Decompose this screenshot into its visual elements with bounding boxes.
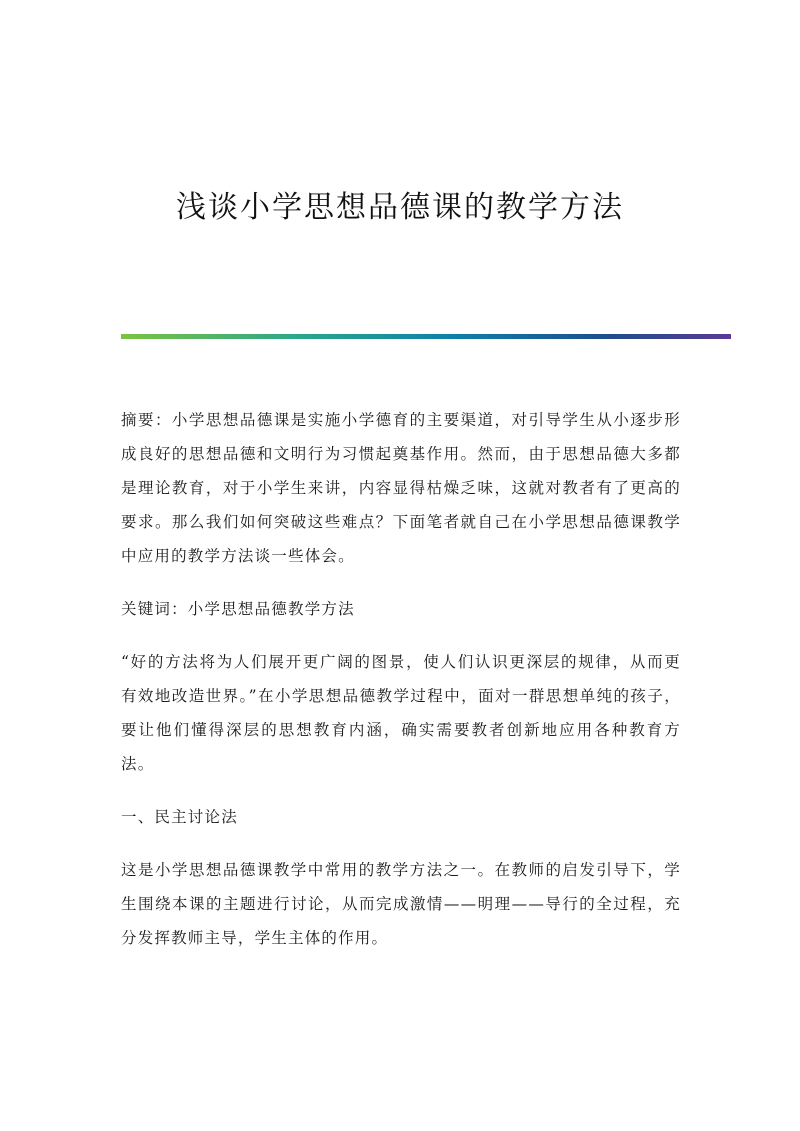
document-title: 浅谈小学思想品德课的教学方法 — [176, 190, 624, 225]
abstract-paragraph: 摘要：小学思想品德课是实施小学德育的主要渠道，对引导学生从小逐步形成良好的思想品德和文明行为习惯起奠基作用。然而，由于思想品德大多都是理论教育，对于小学生来讲，内容显得枯燥乏味，这就对教者有了更高的要求。那么我们如何突破这些难点？下面笔者就自己在小学思想品德课教学中应用的教学方法谈一些体会。 — [121, 411, 681, 565]
intro-paragraph: “好的方法将为人们展开更广阔的图景，使人们认识更深层的规律，从而更有效地改造世界。”在小学思想品德教学过程中，面对一群思想单纯的孩子，要让他们懂得深层的思想教育内涵，确实需要教者创新地应用各种教育方法。 — [121, 653, 681, 773]
section-body-paragraph: 这是小学思想品德课教学中常用的教学方法之一。在教师的启发引导下，学生围绕本课的主题进行讨论，从而完成激情——明理——导行的全过程，充分发挥教师主导，学生主体的作用。 — [121, 861, 681, 947]
title-divider — [121, 334, 731, 339]
section-heading: 一、民主讨论法 — [121, 808, 238, 826]
keywords-paragraph: 关键词：小学思想品德教学方法 — [121, 600, 355, 618]
document-body — [121, 403, 681, 974]
